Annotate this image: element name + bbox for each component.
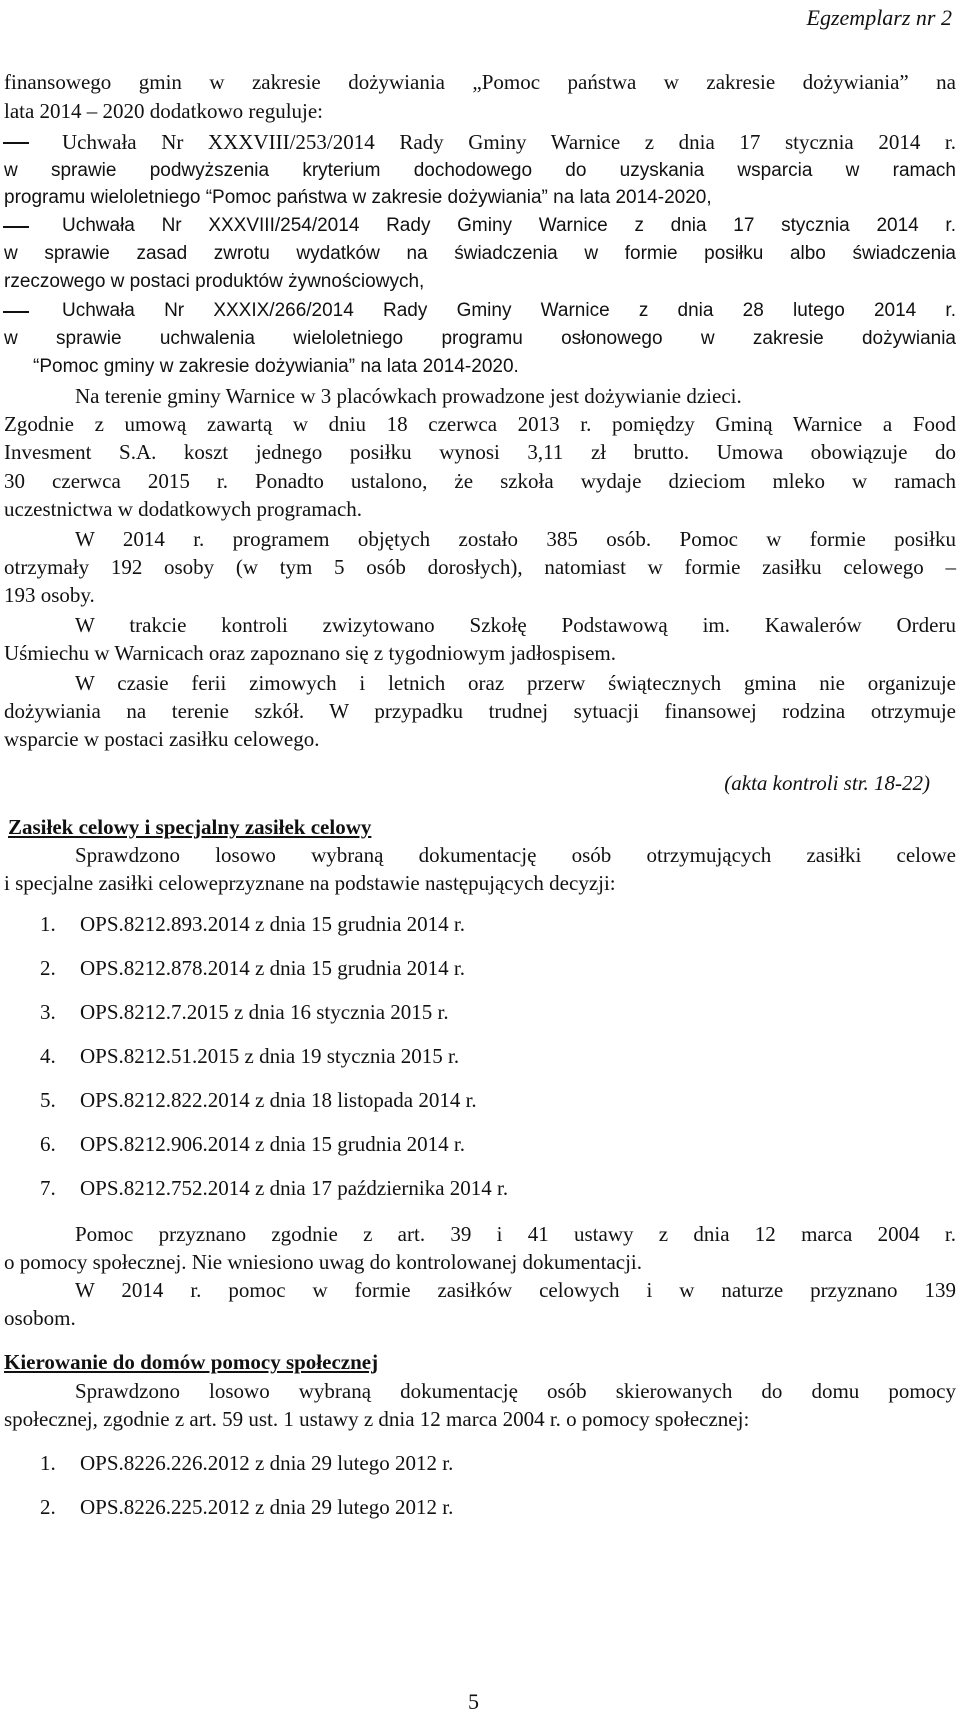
decision-text: OPS.8212.7.2015 z dnia 16 stycznia 2015 r. [80,1000,449,1024]
decision-text: OPS.8212.51.2015 z dnia 19 stycznia 2015 r. [80,1044,460,1068]
section-intro-line: Sprawdzono losowo wybraną dokumentację osób skierowanych do domu pomocy [75,1379,956,1403]
body-line: W czasie ferii zimowych i letnich oraz przerw świątecznych gmina nie organizuje [75,671,956,695]
decision-number: 5. [40,1088,56,1112]
body-line: Zgodnie z umową zawartą w dniu 18 czerwca 2013 r. pomiędzy Gminą Warnice a Food [4,412,956,436]
body-line: Na terenie gminy Warnice w 3 placówkach prowadzone jest dożywianie dzieci. [75,384,742,408]
decision-text: OPS.8226.226.2012 z dnia 29 lutego 2012 r. [80,1451,454,1475]
body-line: 193 osoby. [4,583,95,607]
section-heading: Zasiłek celowy i specjalny zasiłek celowy [8,815,372,839]
section-after-line: Pomoc przyznano zgodnie z art. 39 i 41 ustawy z dnia 12 marca 2004 r. [75,1222,956,1246]
resolution-title: Uchwała Nr XXXVIII/253/2014 Rady Gminy Warnice z dnia 17 stycznia 2014 r. [62,130,956,154]
intro-line: lata 2014 – 2020 dodatkowo reguluje: [4,99,324,123]
decision-number: 4. [40,1044,56,1068]
dash-bullet [3,226,29,228]
body-line: Invesment S.A. koszt jednego posiłku wynosi 3,11 zł brutto. Umowa obowiązuje do [4,440,956,464]
section-intro-line: i specjalne zasiłki celoweprzyznane na podstawie następujących decyzji: [4,871,616,895]
page-number: 5 [468,1689,479,1714]
body-line: W trakcie kontroli zwizytowano Szkołę Podstawową im. Kawalerów Orderu [75,613,956,637]
resolution-line: programu wieloletniego “Pomoc państwa w zakresie dożywiania” na lata 2014-2020, [4,187,712,208]
decision-text: OPS.8212.752.2014 z dnia 17 października 2014 r. [80,1176,509,1200]
resolution-line: w sprawie uchwalenia wieloletniego programu osłonowego w zakresie dożywiania [4,328,956,349]
decision-number: 2. [40,1495,56,1519]
resolution-title: Uchwała Nr XXXIX/266/2014 Rady Gminy Warnice z dnia 28 lutego 2014 r. [62,300,956,321]
section-after-line: o pomocy społecznej. Nie wniesiono uwag do kontrolowanej dokumentacji. [4,1250,643,1274]
dash-bullet [3,311,29,313]
resolution-line: w sprawie podwyższenia kryterium dochodowego do uzyskania wsparcia w ramach [4,160,956,181]
resolution-line: “Pomoc gminy w zakresie dożywiania” na lata 2014-2020. [33,356,519,377]
decision-number: 7. [40,1176,56,1200]
decision-text: OPS.8226.225.2012 z dnia 29 lutego 2012 r. [80,1495,454,1519]
decision-number: 6. [40,1132,56,1156]
resolution-title: Uchwała Nr XXXVIII/254/2014 Rady Gminy Warnice z dnia 17 stycznia 2014 r. [62,215,956,236]
body-line: 30 czerwca 2015 r. Ponadto ustalono, że szkoła wydaje dzieciom mleko w ramach [4,469,956,493]
dash-bullet [3,142,29,144]
body-line: dożywiania na terenie szkół. W przypadku trudnej sytuacji finansowej rodzina otrzymuje [4,699,956,723]
body-line: wsparcie w postaci zasiłku celowego. [4,727,320,751]
records-reference: (akta kontroli str. 18-22) [724,771,930,795]
decision-number: 1. [40,1451,56,1475]
section-after-line: W 2014 r. pomoc w formie zasiłków celowych i w naturze przyznano 139 [75,1278,956,1302]
decision-text: OPS.8212.893.2014 z dnia 15 grudnia 2014 r. [80,912,465,936]
body-line: uczestnictwa w dodatkowych programach. [4,497,363,521]
copy-label: Egzemplarz nr 2 [806,5,952,30]
section-after-line: osobom. [4,1306,76,1330]
resolution-line: rzeczowego w postaci produktów żywnościowych, [4,271,425,292]
decision-number: 3. [40,1000,56,1024]
decision-text: OPS.8212.906.2014 z dnia 15 grudnia 2014 r. [80,1132,465,1156]
section-intro-line: Sprawdzono losowo wybraną dokumentację osób otrzymujących zasiłki celowe [75,843,956,867]
body-line: W 2014 r. programem objętych zostało 385 osób. Pomoc w formie posiłku [75,527,956,551]
body-line: otrzymały 192 osoby (w tym 5 osób dorosłych), natomiast w formie zasiłku celowego – [4,555,956,579]
section-heading: Kierowanie do domów pomocy społecznej [4,1350,379,1374]
decision-number: 1. [40,912,56,936]
decision-number: 2. [40,956,56,980]
body-line: Uśmiechu w Warnicach oraz zapoznano się z tygodniowym jadłospisem. [4,641,616,665]
resolution-line: w sprawie zasad zwrotu wydatków na świadczenia w formie posiłku albo świadczenia [4,243,956,264]
section-intro-line: społecznej, zgodnie z art. 59 ust. 1 ustawy z dnia 12 marca 2004 r. o pomocy społecznej: [4,1407,750,1431]
intro-line: finansowego gmin w zakresie dożywiania „Pomoc państwa w zakresie dożywiania” na [4,70,956,94]
decision-text: OPS.8212.878.2014 z dnia 15 grudnia 2014 r. [80,956,465,980]
decision-text: OPS.8212.822.2014 z dnia 18 listopada 2014 r. [80,1088,477,1112]
